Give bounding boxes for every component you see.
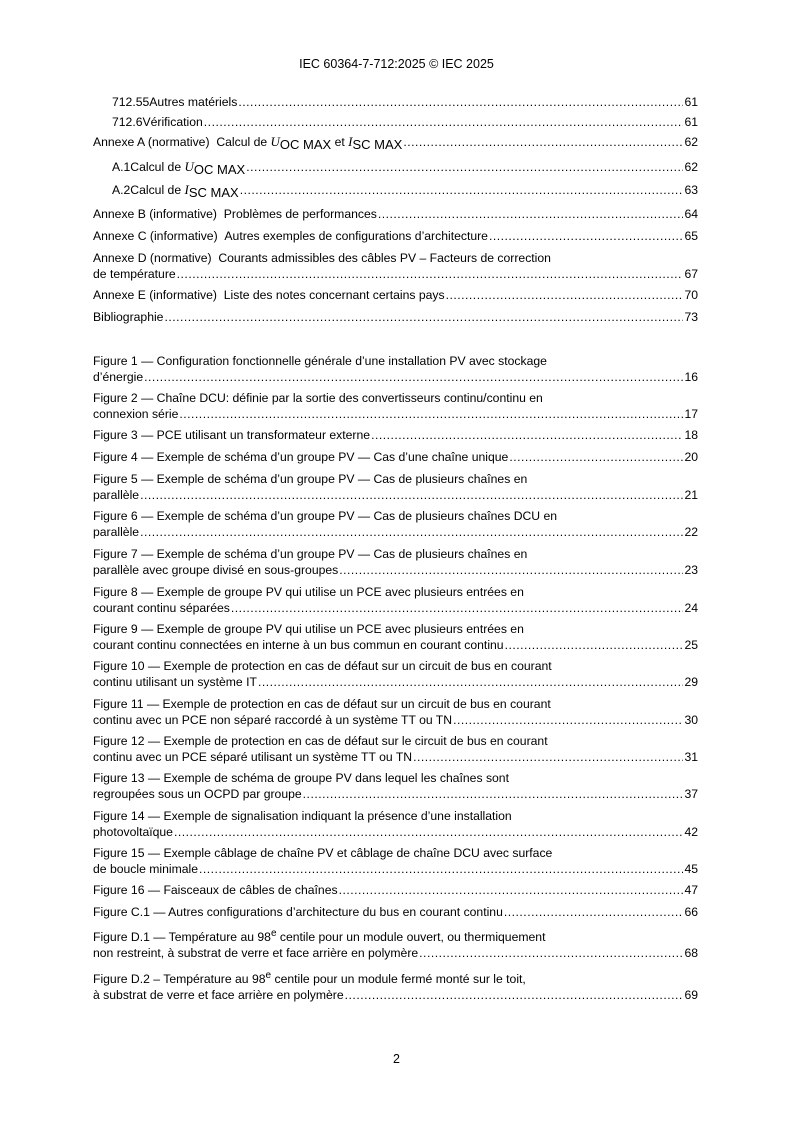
figure-title-line1: Figure 11 — Exemple de protection en cas de défaut sur un circuit de bus en courant: [93, 697, 551, 711]
dot-leader: [246, 159, 683, 175]
toc-page: 62: [684, 135, 698, 149]
toc-title: Bibliographie: [93, 310, 164, 324]
toc-title: Problèmes de performances: [223, 207, 377, 221]
toc-number: 712.6: [112, 115, 143, 129]
dot-leader: [403, 134, 683, 150]
figure-title-line1: Figure 8 — Exemple de groupe PV qui utilise un PCE avec plusieurs entrées en: [93, 585, 524, 599]
toc-page: 67: [684, 267, 698, 281]
figure-title-pre: Figure D.1 — Température au 98: [93, 930, 271, 944]
toc-title: Vérification: [142, 115, 203, 129]
figure-title: Figure 4 — Exemple de schéma d’un groupe PV — Cas d’une chaîne unique: [93, 450, 509, 464]
figure-page: 22: [684, 525, 698, 539]
figure-title-line1: Figure 1 — Configuration fonctionnelle générale d’une installation PV avec stockage: [93, 354, 547, 368]
toc-entry-712-6[interactable]: [112, 114, 698, 130]
dot-leader: [174, 824, 683, 840]
dot-leader: [179, 406, 683, 422]
dot-leader: [231, 600, 683, 616]
toc-page: 61: [684, 95, 698, 109]
figure-page: 66: [684, 905, 698, 919]
figure-page: 31: [684, 750, 698, 764]
figure-page: 21: [684, 488, 698, 502]
toc-label: Annexe A (normative): [93, 135, 210, 149]
figure-title-line1: Figure 5 — Exemple de schéma d’un groupe PV — Cas de plusieurs chaînes en: [93, 472, 528, 486]
figure-page: 20: [684, 450, 698, 464]
toc-title-mid: et: [334, 135, 345, 149]
dot-leader: [446, 287, 683, 303]
figure-title-line2: non restreint, à substrat de verre et face arrière en polymère: [93, 946, 419, 960]
toc-title-prefix: Calcul de: [130, 160, 182, 174]
figure-title-line2: parallèle: [93, 525, 140, 539]
toc-entry-annexe-b[interactable]: [93, 206, 698, 222]
dot-leader: [177, 266, 683, 282]
figure-entry-6[interactable]: [93, 508, 698, 540]
dot-leader: [489, 228, 683, 244]
toc-entry-annexe-a[interactable]: [93, 134, 698, 150]
figure-title-line2: continu utilisant un système IT: [93, 675, 257, 689]
page-header: IEC 60364-7-712:2025 © IEC 2025: [299, 57, 494, 71]
figure-title-line2: d’énergie: [93, 370, 144, 384]
toc-entry-a-1[interactable]: [112, 159, 698, 175]
symbol-u: U: [270, 134, 280, 149]
figure-entry-c-1[interactable]: [93, 904, 698, 920]
toc-title: Liste des notes concernant certains pays: [223, 288, 445, 302]
toc-page: 70: [684, 288, 698, 302]
figure-title-line2: courant continu séparées: [93, 601, 230, 615]
dot-leader: [240, 182, 683, 198]
figure-page: 69: [684, 988, 698, 1002]
subscript-sc-max: SC MAX: [352, 137, 403, 152]
figure-page: 23: [684, 563, 698, 577]
dot-leader: [164, 309, 683, 325]
toc-title-line2: de température: [93, 267, 176, 281]
toc-label: Annexe E (informative): [93, 288, 217, 302]
figure-page: 30: [684, 713, 698, 727]
dot-leader: [371, 427, 683, 443]
figure-entry-2[interactable]: [93, 390, 698, 422]
dot-leader: [238, 94, 683, 110]
subscript-oc-max: OC MAX: [279, 137, 332, 152]
dot-leader: [345, 987, 683, 1003]
dot-leader: [419, 945, 683, 961]
toc-entry-annexe-d[interactable]: [93, 250, 698, 282]
dot-leader: [199, 861, 683, 877]
superscript-e: e: [270, 927, 277, 939]
figure-page: 25: [684, 638, 698, 652]
symbol-i: I: [184, 182, 189, 197]
dot-leader: [509, 449, 683, 465]
superscript-e: e: [265, 969, 272, 981]
dot-leader: [258, 674, 683, 690]
figure-page: 17: [684, 407, 698, 421]
dot-leader: [504, 904, 683, 920]
figure-title-line2: à substrat de verre et face arrière en polymère: [93, 988, 344, 1002]
figure-title: Figure 3 — PCE utilisant un transformateur externe: [93, 428, 371, 442]
figure-entry-1[interactable]: [93, 353, 698, 385]
figure-page: 45: [684, 862, 698, 876]
figure-title-line1: Figure 7 — Exemple de schéma d’un groupe PV — Cas de plusieurs chaînes en: [93, 547, 528, 561]
figure-page: 42: [684, 825, 698, 839]
dot-leader: [339, 562, 683, 578]
figure-entry-9[interactable]: [93, 621, 698, 653]
figure-title: Figure C.1 — Autres configurations d’architecture du bus en courant continu: [93, 905, 503, 919]
figure-page: 68: [684, 946, 698, 960]
figure-page: 16: [684, 370, 698, 384]
toc-page: 63: [684, 183, 698, 197]
figure-title-line1: Figure 10 — Exemple de protection en cas de défaut sur un circuit de bus en courant: [93, 659, 552, 673]
figure-title-line2: photovoltaïque: [93, 825, 173, 839]
toc-title: Autres matériels: [149, 95, 238, 109]
figure-title-post: centile pour un module ouvert, ou thermiquement: [276, 930, 546, 944]
figure-title-line2: continu avec un PCE non séparé raccordé à un système TT ou TN: [93, 713, 453, 727]
toc-label: Annexe B (informative): [93, 207, 217, 221]
figure-title-line1: Figure 15 — Exemple câblage de chaîne PV et câblage de chaîne DCU avec surface: [93, 846, 553, 860]
dot-leader: [144, 369, 683, 385]
toc-title-prefix: Calcul de: [130, 183, 182, 197]
figure-title-line2: continu avec un PCE séparé utilisant un système TT ou TN: [93, 750, 413, 764]
figure-page: 24: [684, 601, 698, 615]
dot-leader: [378, 206, 683, 222]
figure-title-line1: Figure 6 — Exemple de schéma d’un groupe PV — Cas de plusieurs chaînes DCU en: [93, 509, 558, 523]
dot-leader: [339, 882, 683, 898]
dot-leader: [303, 786, 683, 802]
figure-entry-12[interactable]: [93, 733, 698, 765]
toc-page: 64: [684, 207, 698, 221]
dot-leader: [140, 524, 683, 540]
figure-title-line1: Figure 2 — Chaîne DCU: définie par la sortie des convertisseurs continu/continu en: [93, 391, 543, 405]
toc-title-line1: Courants admissibles des câbles PV – Facteurs de correction: [218, 251, 551, 265]
dot-leader: [505, 637, 683, 653]
toc-page: 65: [684, 229, 698, 243]
toc-number: A.2: [112, 183, 131, 197]
toc-label: Annexe C (informative): [93, 229, 218, 243]
toc-page: 62: [684, 160, 698, 174]
figure-page: 29: [684, 675, 698, 689]
dot-leader: [204, 114, 683, 130]
figure-entry-14[interactable]: [93, 808, 698, 840]
toc-entry-annexe-e[interactable]: [93, 287, 698, 303]
figure-title-line1: Figure 12 — Exemple de protection en cas de défaut sur le circuit de bus en courant: [93, 734, 548, 748]
toc-title: Autres exemples de configurations d’architecture: [224, 229, 488, 243]
figure-title-pre: Figure D.2 – Température au 98: [93, 972, 266, 986]
figure-entry-d-2[interactable]: [93, 971, 698, 1003]
figure-title-line2: regroupées sous un OCPD par groupe: [93, 787, 302, 801]
figure-entry-3[interactable]: [93, 427, 698, 443]
figure-entry-13[interactable]: [93, 770, 698, 802]
figure-entry-5[interactable]: [93, 471, 698, 503]
toc-page: 73: [684, 310, 698, 324]
figure-title-line2: de boucle minimale: [93, 862, 199, 876]
toc-number: 712.55: [112, 95, 150, 109]
toc-number: A.1: [112, 160, 131, 174]
dot-leader: [453, 712, 683, 728]
page-number: 2: [393, 1052, 400, 1066]
figure-entry-7[interactable]: [93, 546, 698, 578]
figure-title-line2: parallèle avec groupe divisé en sous-groupes: [93, 563, 339, 577]
figure-title-post: centile pour un module fermé monté sur le toit,: [271, 972, 526, 986]
toc-entry-a-2[interactable]: [112, 182, 698, 198]
dot-leader: [413, 749, 683, 765]
symbol-i: I: [348, 134, 353, 149]
toc-label: Annexe D (normative): [93, 251, 212, 265]
subscript-sc-max: SC MAX: [188, 185, 239, 200]
figure-title: Figure 16 — Faisceaux de câbles de chaînes: [93, 883, 338, 897]
figure-title-line2: courant continu connectées en interne à un bus commun en courant continu: [93, 638, 504, 652]
toc-entry-annexe-c[interactable]: [93, 228, 698, 244]
figure-page: 47: [684, 883, 698, 897]
figure-entry-4[interactable]: [93, 449, 698, 465]
dot-leader: [140, 487, 683, 503]
subscript-oc-max: OC MAX: [193, 162, 246, 177]
figure-title-line1: Figure 14 — Exemple de signalisation indiquant la présence d’une installation: [93, 809, 512, 823]
symbol-u: U: [184, 159, 194, 174]
figure-title-line2: connexion série: [93, 407, 179, 421]
figure-entry-8[interactable]: [93, 584, 698, 616]
figure-title-line2: parallèle: [93, 488, 140, 502]
figure-title-line1: Figure 13 — Exemple de schéma de groupe PV dans lequel les chaînes sont: [93, 771, 509, 785]
figure-entry-d-1[interactable]: [93, 929, 698, 961]
figure-title-line1: Figure 9 — Exemple de groupe PV qui utilise un PCE avec plusieurs entrées en: [93, 622, 524, 636]
figure-entry-10[interactable]: [93, 658, 698, 690]
figure-page: 37: [684, 787, 698, 801]
toc-entry-bibliographie[interactable]: [93, 309, 698, 325]
toc-page: 61: [684, 115, 698, 129]
figure-entry-11[interactable]: [93, 696, 698, 728]
toc-title-prefix: Calcul de: [216, 135, 268, 149]
figure-entry-15[interactable]: [93, 845, 698, 877]
figure-entry-16[interactable]: [93, 882, 698, 898]
toc-entry-712-55[interactable]: [112, 94, 698, 110]
figure-page: 18: [684, 428, 698, 442]
